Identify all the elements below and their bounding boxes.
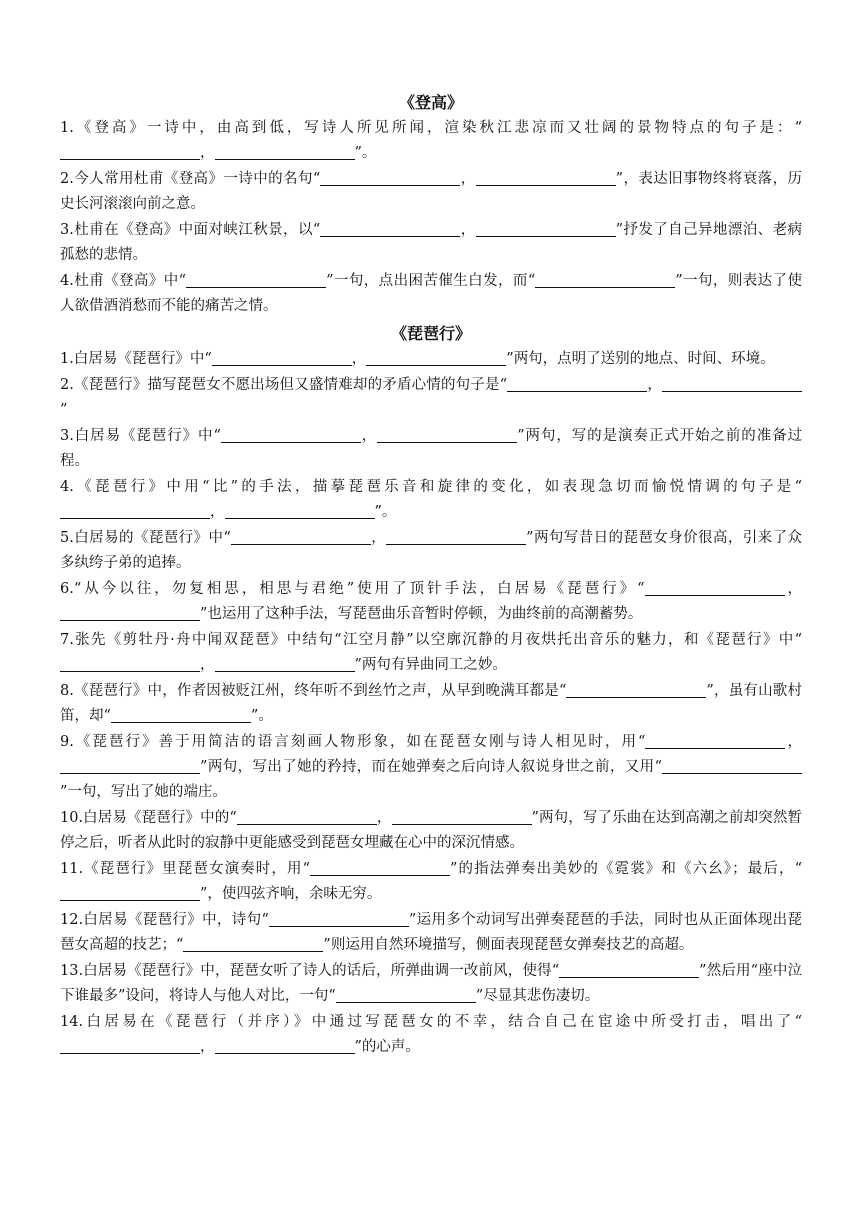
answer-blank[interactable]	[60, 502, 210, 519]
question-text: 8.《琵琶行》中，作者因被贬江州，终年听不到丝竹之声，从早到晚满耳都是	[60, 683, 559, 699]
answer-blank[interactable]	[215, 143, 355, 160]
answer-blank[interactable]	[559, 961, 699, 978]
answer-blank[interactable]	[645, 732, 785, 749]
answer-blank[interactable]	[566, 681, 706, 698]
question-pipa-5: 5.白居易的《琵琶行》中“ ， ”两句写昔日的琵琶女身价很高，引来了众多纨绔子弟的追捧。	[60, 530, 803, 571]
answer-blank[interactable]	[392, 808, 532, 825]
answer-blank[interactable]	[60, 1037, 200, 1054]
answer-blank[interactable]	[662, 757, 802, 774]
question-pipa-10: 10.白居易《琵琶行》中的“ ， ”两句，写了乐曲在达到高潮之前却突然暂停之后，听者从此时的寂静中更能感受到琵琶女埋藏在心中的深沉情感。	[60, 810, 803, 851]
question-pipa-2: 2.《琵琶行》描写琵琶女不愿出场但又盛情难却的矛盾心情的句子是“ ，”	[60, 373, 802, 423]
question-pipa-11: 11.《琵琶行》里琵琶女演奏时，用“ ”的指法弹奏出美妙的《霓裳》和《六幺》；最后，“”，使四弦齐响，余味无穷。	[60, 861, 802, 902]
answer-blank[interactable]	[476, 169, 616, 186]
question-text: 11.《琵琶行》里琵琶女演奏时，用	[60, 861, 303, 877]
answer-blank[interactable]	[662, 375, 802, 392]
question-text: 3.杜甫在《登高》中面对峡江秋景，以	[60, 222, 313, 238]
answer-blank[interactable]	[60, 757, 200, 774]
answer-blank[interactable]	[535, 271, 675, 288]
question-text: 7.张先《剪牡丹·舟中闻双琵琶》中结句“江空月静”以空廓沉静的月夜烘托出音乐的魅力，和《琵琶行》中	[60, 632, 795, 648]
question-pipa-4: 4.《琵琶行》中用“比”的手法，描摹琵琶乐音和旋律的变化，如表现急切而愉悦情调的句子是“， ”。	[60, 479, 802, 520]
question-text: 14.白居易在《琵琶行（并序）》中通过写琵琶女的不幸，结合自己在宦途中所受打击，唱出了	[60, 1014, 795, 1030]
question-text: 4.杜甫《登高》中	[60, 273, 179, 289]
question-text: 12.白居易《琵琶行》中，诗句	[60, 912, 262, 928]
question-text: 5.白居易的《琵琶行》中	[60, 530, 224, 546]
question-pipa-1: 1.白居易《琵琶行》中“ ， ”两句，点明了送别的地点、时间、环境。	[60, 351, 775, 367]
question-pipa-12: 12.白居易《琵琶行》中，诗句“ ”运用多个动词写出弹奏琵琶的手法，同时也从正面体现出琵琶女高超的技艺；“ ”则运用自然环境描写，侧面表现琵琶女弹奏技艺的高超。	[60, 912, 803, 953]
answer-blank[interactable]	[231, 528, 371, 545]
answer-blank[interactable]	[386, 528, 526, 545]
answer-blank[interactable]	[215, 1037, 355, 1054]
answer-blank[interactable]	[366, 349, 506, 366]
answer-blank[interactable]	[377, 426, 517, 443]
question-pipa-8: 8.《琵琶行》中，作者因被贬江州，终年听不到丝竹之声，从早到晚满耳都是“ ”，虽有山歌村笛，却“ ”。	[60, 683, 802, 724]
question-pipa-6: 6.“从今以往，勿复相思，相思与君绝”使用了顶针手法，白居易《琵琶行》“ ，”也运用了这种手法，写琵琶曲乐音暂时停顿，为曲终前的高潮蓄势。	[60, 581, 802, 622]
answer-blank[interactable]	[237, 808, 377, 825]
answer-blank[interactable]	[221, 426, 361, 443]
answer-blank[interactable]	[186, 271, 326, 288]
answer-blank[interactable]	[225, 502, 375, 519]
question-text: 6.“从今以往，勿复相思，相思与君绝”使用了顶针手法，白居易《琵琶行》	[60, 581, 638, 597]
question-pipa-3: 3.白居易《琵琶行》中“ ， ”两句，写的是演奏正式开始之前的准备过程。	[60, 428, 803, 469]
answer-blank[interactable]	[310, 859, 450, 876]
question-text: 4.《琵琶行》中用“比”的手法，描摹琵琶乐音和旋律的变化，如表现急切而愉悦情调的句子是	[60, 479, 795, 495]
answer-blank[interactable]	[507, 375, 647, 392]
answer-blank[interactable]	[320, 220, 460, 237]
question-text: 1.《登高》一诗中，由高到低，写诗人所见所闻，渲染秋江悲凉而又壮阔的景物特点的句子是：	[60, 120, 795, 136]
question-pipa-14: 14.白居易在《琵琶行（并序）》中通过写琵琶女的不幸，结合自己在宦途中所受打击，唱出了“， ”的心声。	[60, 1014, 802, 1055]
question-text: 9.《琵琶行》善于用简洁的语言刻画人物形象，如在琵琶女刚与诗人相见时，用	[60, 734, 639, 750]
answer-blank[interactable]	[645, 579, 785, 596]
question-text: 3.白居易《琵琶行》中	[60, 428, 214, 444]
answer-blank[interactable]	[60, 604, 200, 621]
answer-blank[interactable]	[60, 655, 200, 672]
question-pipa-7: 7.张先《剪牡丹·舟中闻双琵琶》中结句“江空月静”以空廓沉静的月夜烘托出音乐的魅力，和《琵琶行》中“， ”两句有异曲同工之妙。	[60, 632, 802, 673]
answer-blank[interactable]	[60, 143, 200, 160]
answer-blank[interactable]	[60, 884, 200, 901]
question-denggao-1: 1.《登高》一诗中，由高到低，写诗人所见所闻，渲染秋江悲凉而又壮阔的景物特点的句子是：“， ”。	[60, 120, 802, 161]
question-text: 2.《琵琶行》描写琵琶女不愿出场但又盛情难却的矛盾心情的句子是	[60, 377, 500, 393]
question-text: 13.白居易《琵琶行》中，琵琶女听了诗人的话后，所弹曲调一改前风，使得	[60, 963, 552, 979]
worksheet-page	[60, 90, 802, 1061]
question-pipa-9: 9.《琵琶行》善于用简洁的语言刻画人物形象，如在琵琶女刚与诗人相见时，用“ ，”两句，写出了她的矜持，而在她弹奏之后向诗人叙说身世之前，又用“”一句，写出了她的端庄。	[60, 734, 803, 800]
section-title-denggao: 《登高》	[398, 93, 463, 112]
question-text: 1.白居易《琵琶行》中	[60, 351, 205, 367]
question-text: 2.今人常用杜甫《登高》一诗中的名句	[60, 171, 313, 187]
answer-blank[interactable]	[111, 706, 251, 723]
answer-blank[interactable]	[320, 169, 460, 186]
question-pipa-13: 13.白居易《琵琶行》中，琵琶女听了诗人的话后，所弹曲调一改前风，使得“ ”然后用“座中泣下谁最多”设问，将诗人与他人对比，一句“ ”尽显其悲伤凄切。	[60, 963, 802, 1004]
answer-blank[interactable]	[212, 349, 352, 366]
section-title-pipaxing: 《琵琶行》	[390, 324, 471, 343]
answer-blank[interactable]	[476, 220, 616, 237]
question-denggao-2: 2.今人常用杜甫《登高》一诗中的名句“ ， ”，表达旧事物终将衰落，历史长河滚滚向前之意。	[60, 171, 802, 212]
question-text: 10.白居易《琵琶行》中的	[60, 810, 230, 826]
answer-blank[interactable]	[183, 935, 323, 952]
answer-blank[interactable]	[269, 910, 409, 927]
question-denggao-4: 4.杜甫《登高》中“ ”一句，点出困苦催生白发，而“ ”一句，则表达了使人欲借酒消愁而不能的痛苦之情。	[60, 273, 803, 314]
question-denggao-3: 3.杜甫在《登高》中面对峡江秋景，以“ ， ”抒发了自己异地漂泊、老病孤愁的悲情。	[60, 222, 802, 263]
answer-blank[interactable]	[336, 986, 476, 1003]
answer-blank[interactable]	[215, 655, 355, 672]
